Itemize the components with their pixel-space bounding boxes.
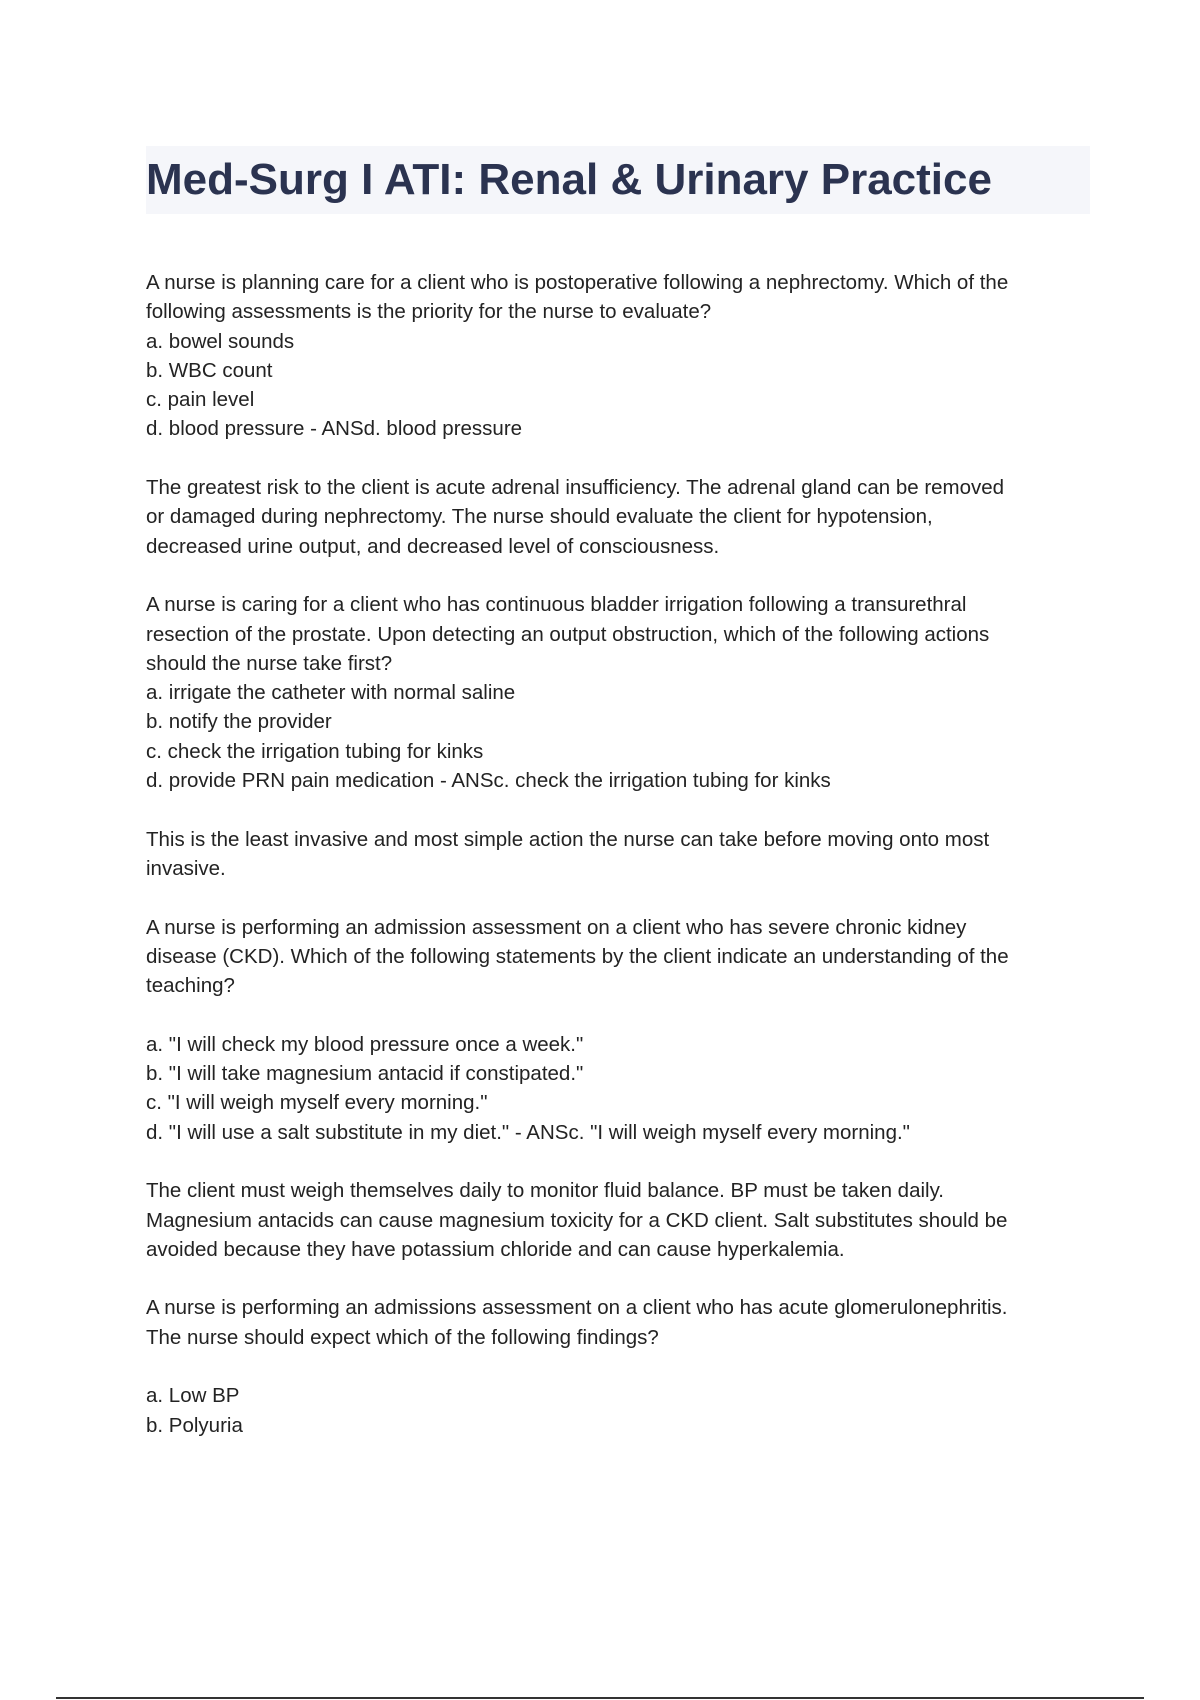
rationale-3 bbox=[146, 1176, 1090, 1264]
question-text: teaching? bbox=[146, 974, 235, 998]
question-3 bbox=[146, 913, 1090, 1147]
question-text: should the nurse take first? bbox=[146, 651, 393, 675]
answer-option: a. "I will check my blood pressure once a week." bbox=[146, 1032, 584, 1056]
answer-option: d. provide PRN pain medication - ANSc. check the irrigation tubing for kinks bbox=[146, 769, 831, 793]
answer-option: d. "I will use a salt substitute in my diet." - ANSc. "I will weigh myself every morning." bbox=[146, 1120, 910, 1144]
rationale-1 bbox=[146, 473, 1090, 561]
answer-option: b. notify the provider bbox=[146, 710, 332, 734]
question-text: following assessments is the priority for the nurse to evaluate? bbox=[146, 300, 712, 324]
answer-option: a. bowel sounds bbox=[146, 329, 295, 353]
spacer bbox=[146, 1000, 1090, 1029]
answer-option: c. check the irrigation tubing for kinks bbox=[146, 739, 484, 763]
question-text: A nurse is performing an admission assessment on a client who has severe chronic kidney bbox=[146, 915, 967, 939]
question-text: resection of the prostate. Upon detecting an output obstruction, which of the following actions bbox=[146, 622, 990, 646]
document-body bbox=[146, 268, 1090, 1469]
question-1 bbox=[146, 268, 1090, 444]
rationale-2 bbox=[146, 825, 1090, 884]
rationale-text: This is the least invasive and most simple action the nurse can take before moving onto most bbox=[146, 827, 990, 851]
answer-option: b. Polyuria bbox=[146, 1413, 243, 1437]
rationale-text: The greatest risk to the client is acute adrenal insufficiency. The adrenal gland can be removed bbox=[146, 476, 1005, 500]
rationale-text: invasive. bbox=[146, 856, 226, 880]
spacer bbox=[146, 1352, 1090, 1381]
answer-option: a. Low BP bbox=[146, 1384, 240, 1408]
answer-option: d. blood pressure - ANSd. blood pressure bbox=[146, 417, 523, 441]
footer-divider bbox=[56, 1697, 1144, 1699]
answer-option: c. pain level bbox=[146, 388, 255, 412]
question-text: disease (CKD). Which of the following statements by the client indicate an understanding of the bbox=[146, 944, 1009, 968]
rationale-text: The client must weigh themselves daily to monitor fluid balance. BP must be taken daily. bbox=[146, 1179, 944, 1203]
question-text: A nurse is planning care for a client who is postoperative following a nephrectomy. Which of the bbox=[146, 271, 1009, 294]
answer-option: b. "I will take magnesium antacid if constipated." bbox=[146, 1062, 584, 1086]
page-title: Med-Surg I ATI: Renal & Urinary Practice bbox=[146, 155, 992, 204]
rationale-text: decreased urine output, and decreased level of consciousness. bbox=[146, 534, 720, 558]
question-2 bbox=[146, 590, 1090, 795]
question-text: The nurse should expect which of the following findings? bbox=[146, 1325, 659, 1349]
rationale-text: or damaged during nephrectomy. The nurse should evaluate the client for hypotension, bbox=[146, 505, 933, 529]
answer-option: b. WBC count bbox=[146, 358, 273, 382]
question-text: A nurse is caring for a client who has continuous bladder irrigation following a transurethral bbox=[146, 593, 967, 617]
rationale-text: avoided because they have potassium chloride and can cause hyperkalemia. bbox=[146, 1237, 845, 1261]
rationale-text: Magnesium antacids can cause magnesium toxicity for a CKD client. Salt substitutes should be bbox=[146, 1208, 1008, 1232]
question-4 bbox=[146, 1293, 1090, 1439]
answer-option: a. irrigate the catheter with normal saline bbox=[146, 681, 516, 705]
question-text: A nurse is performing an admissions assessment on a client who has acute glomerulonephritis. bbox=[146, 1296, 1008, 1320]
answer-option: c. "I will weigh myself every morning." bbox=[146, 1091, 488, 1115]
